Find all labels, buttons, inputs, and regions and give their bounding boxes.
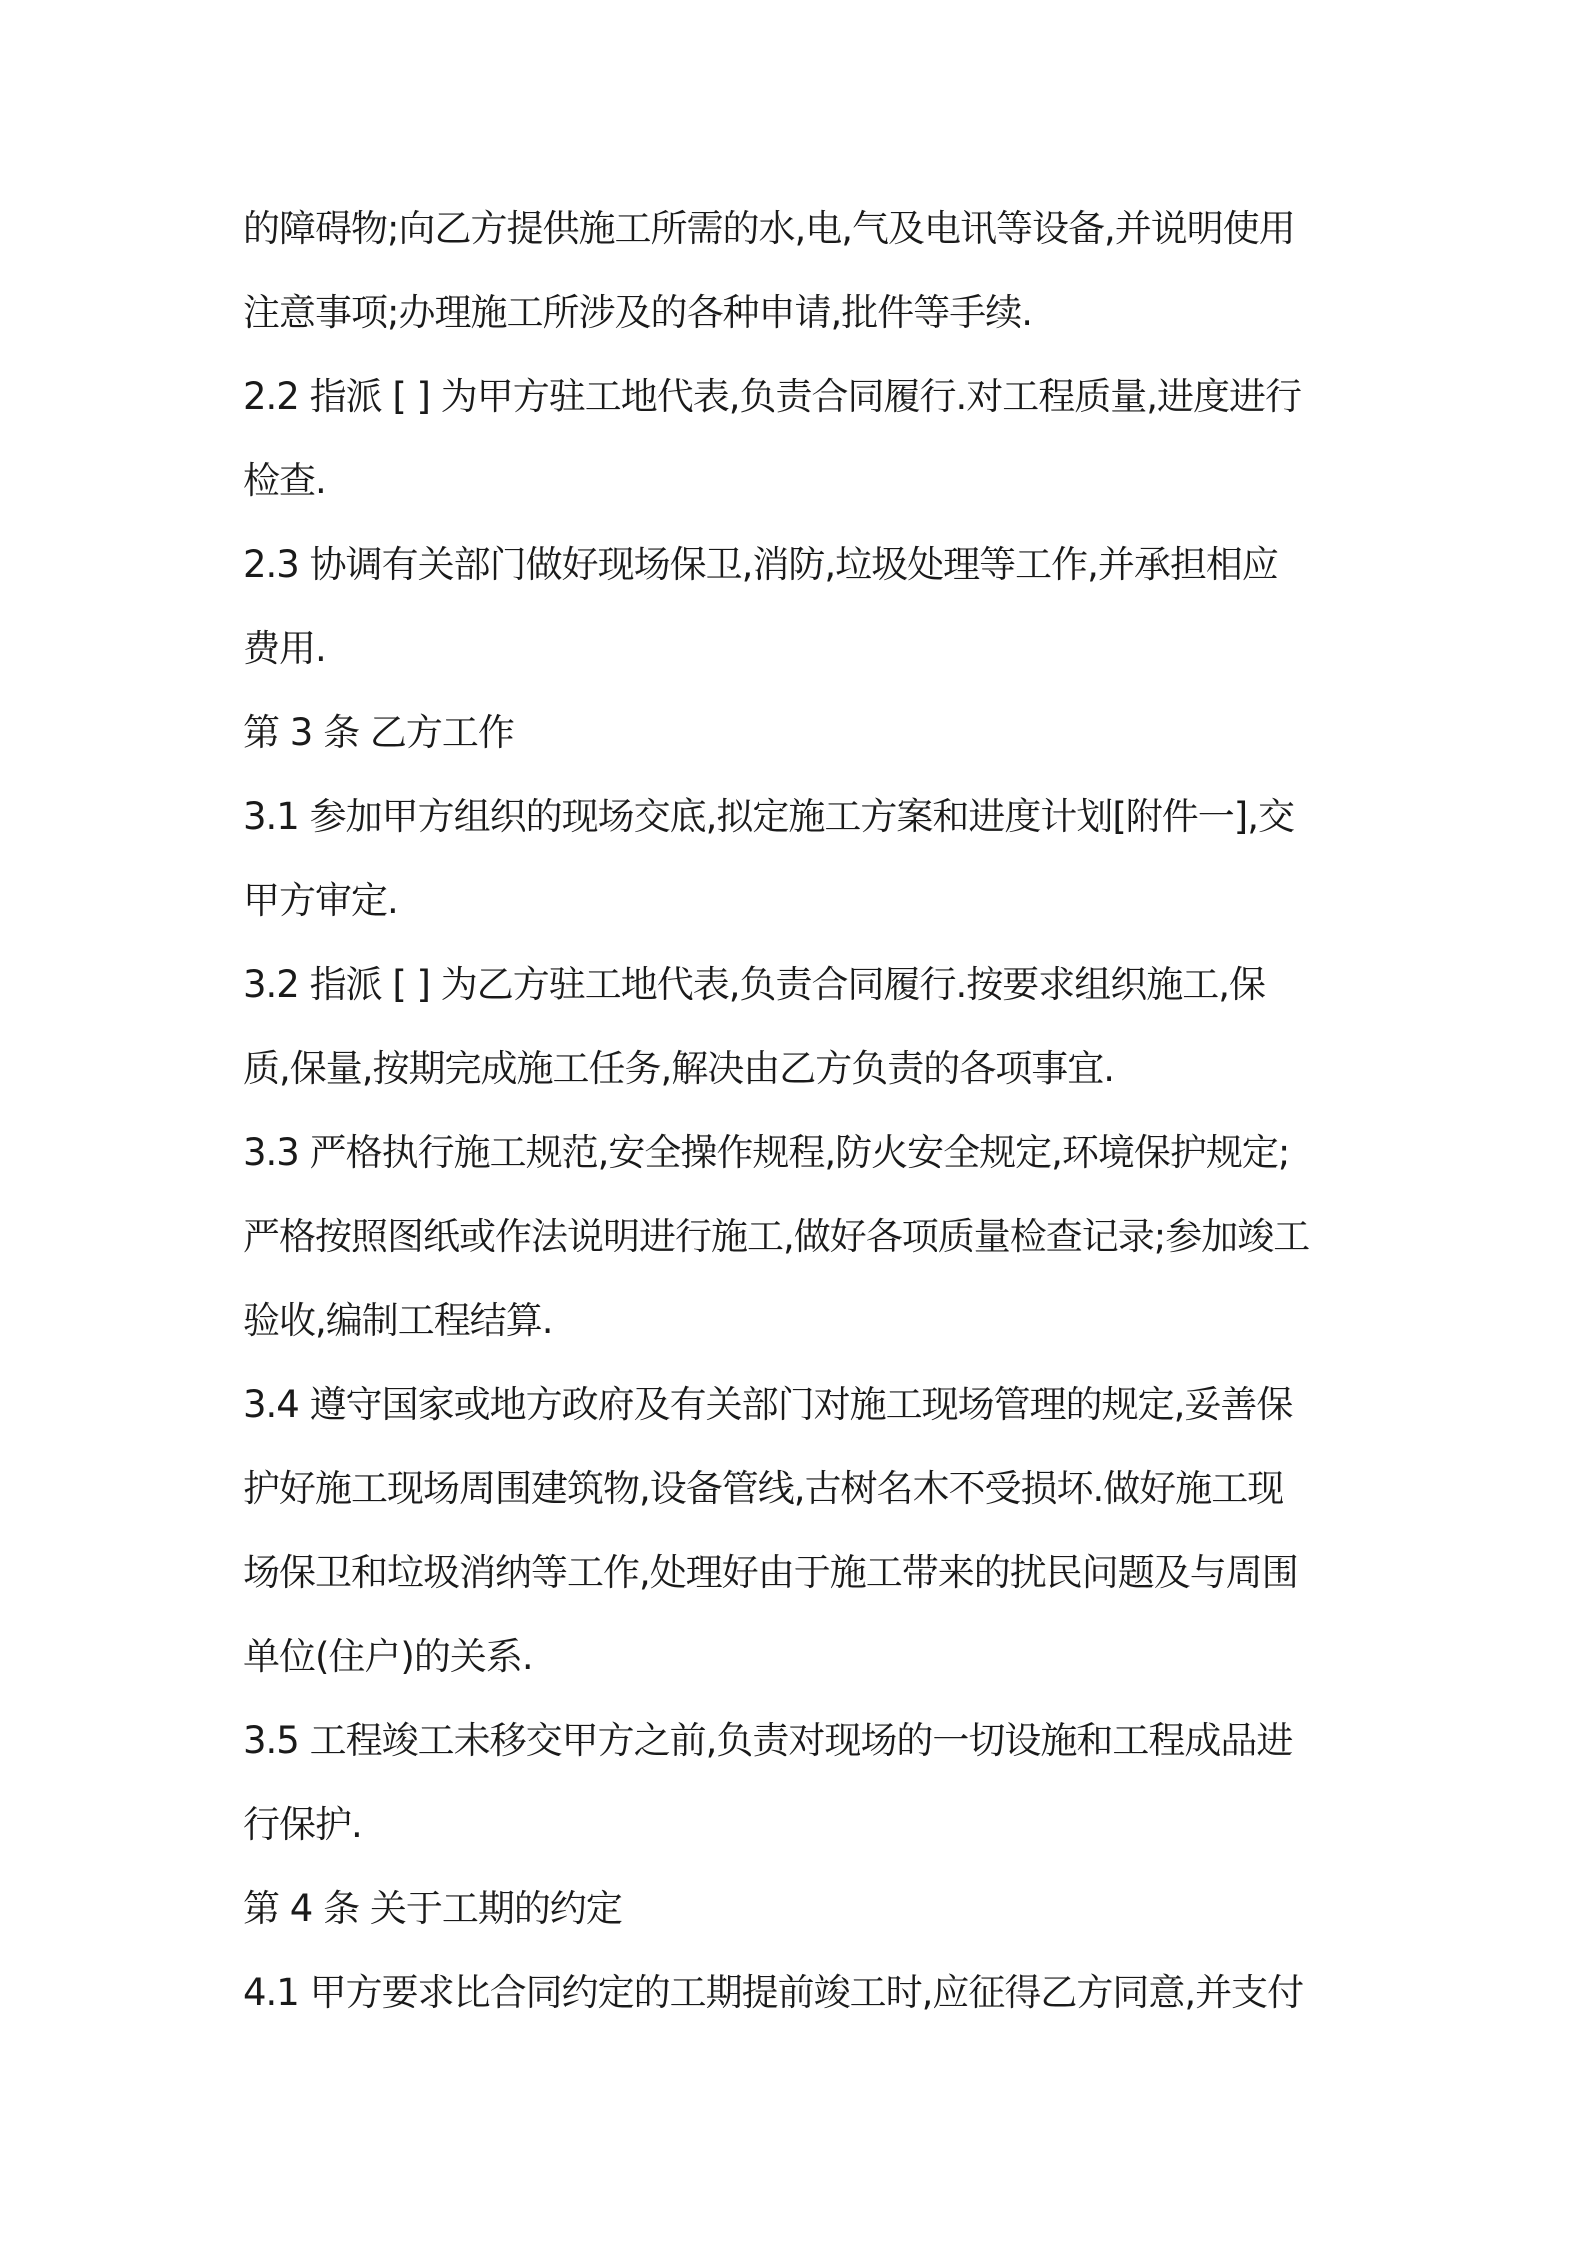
text-line: 行保护. [243, 1803, 362, 1846]
text-line: 费用. [243, 627, 326, 670]
text-line: 严格按照图纸或作法说明进行施工,做好各项质量检查记录;参加竣工 [243, 1215, 1310, 1258]
clause-3-3: 3.3 严格执行施工规范,安全操作规程,防火安全规定,环境保护规定; [243, 1131, 1290, 1174]
text-line: 检查. [243, 459, 326, 502]
text-line: 甲方审定. [243, 879, 398, 922]
clause-4-1: 4.1 甲方要求比合同约定的工期提前竣工时,应征得乙方同意,并支付 [243, 1971, 1304, 2014]
text-line: 护好施工现场周围建筑物,设备管线,古树名木不受损坏.做好施工现 [243, 1467, 1284, 1510]
document-body [243, 194, 1363, 2042]
text-line: 注意事项;办理施工所涉及的各种申请,批件等手续. [243, 291, 1032, 334]
text-line: 验收,编制工程结算. [243, 1299, 553, 1342]
article-4-heading: 第 4 条 关于工期的约定 [243, 1887, 622, 1930]
clause-3-2: 3.2 指派 [ ] 为乙方驻工地代表,负责合同履行.按要求组织施工,保 [243, 963, 1266, 1006]
clause-3-5: 3.5 工程竣工未移交甲方之前,负责对现场的一切设施和工程成品进 [243, 1719, 1293, 1762]
clause-3-1: 3.1 参加甲方组织的现场交底,拟定施工方案和进度计划[附件一],交 [243, 795, 1294, 838]
text-line: 质,保量,按期完成施工任务,解决由乙方负责的各项事宜. [243, 1047, 1115, 1090]
clause-2-3: 2.3 协调有关部门做好现场保卫,消防,垃圾处理等工作,并承担相应 [243, 543, 1278, 586]
article-3-heading: 第 3 条 乙方工作 [243, 711, 514, 754]
clause-2-2: 2.2 指派 [ ] 为甲方驻工地代表,负责合同履行.对工程质量,进度进行 [243, 375, 1302, 418]
clause-3-4: 3.4 遵守国家或地方政府及有关部门对施工现场管理的规定,妥善保 [243, 1383, 1293, 1426]
text-line: 的障碍物;向乙方提供施工所需的水,电,气及电讯等设备,并说明使用 [243, 207, 1295, 250]
text-line: 场保卫和垃圾消纳等工作,处理好由于施工带来的扰民问题及与周围 [243, 1551, 1298, 1594]
text-line: 单位(住户)的关系. [243, 1635, 533, 1678]
